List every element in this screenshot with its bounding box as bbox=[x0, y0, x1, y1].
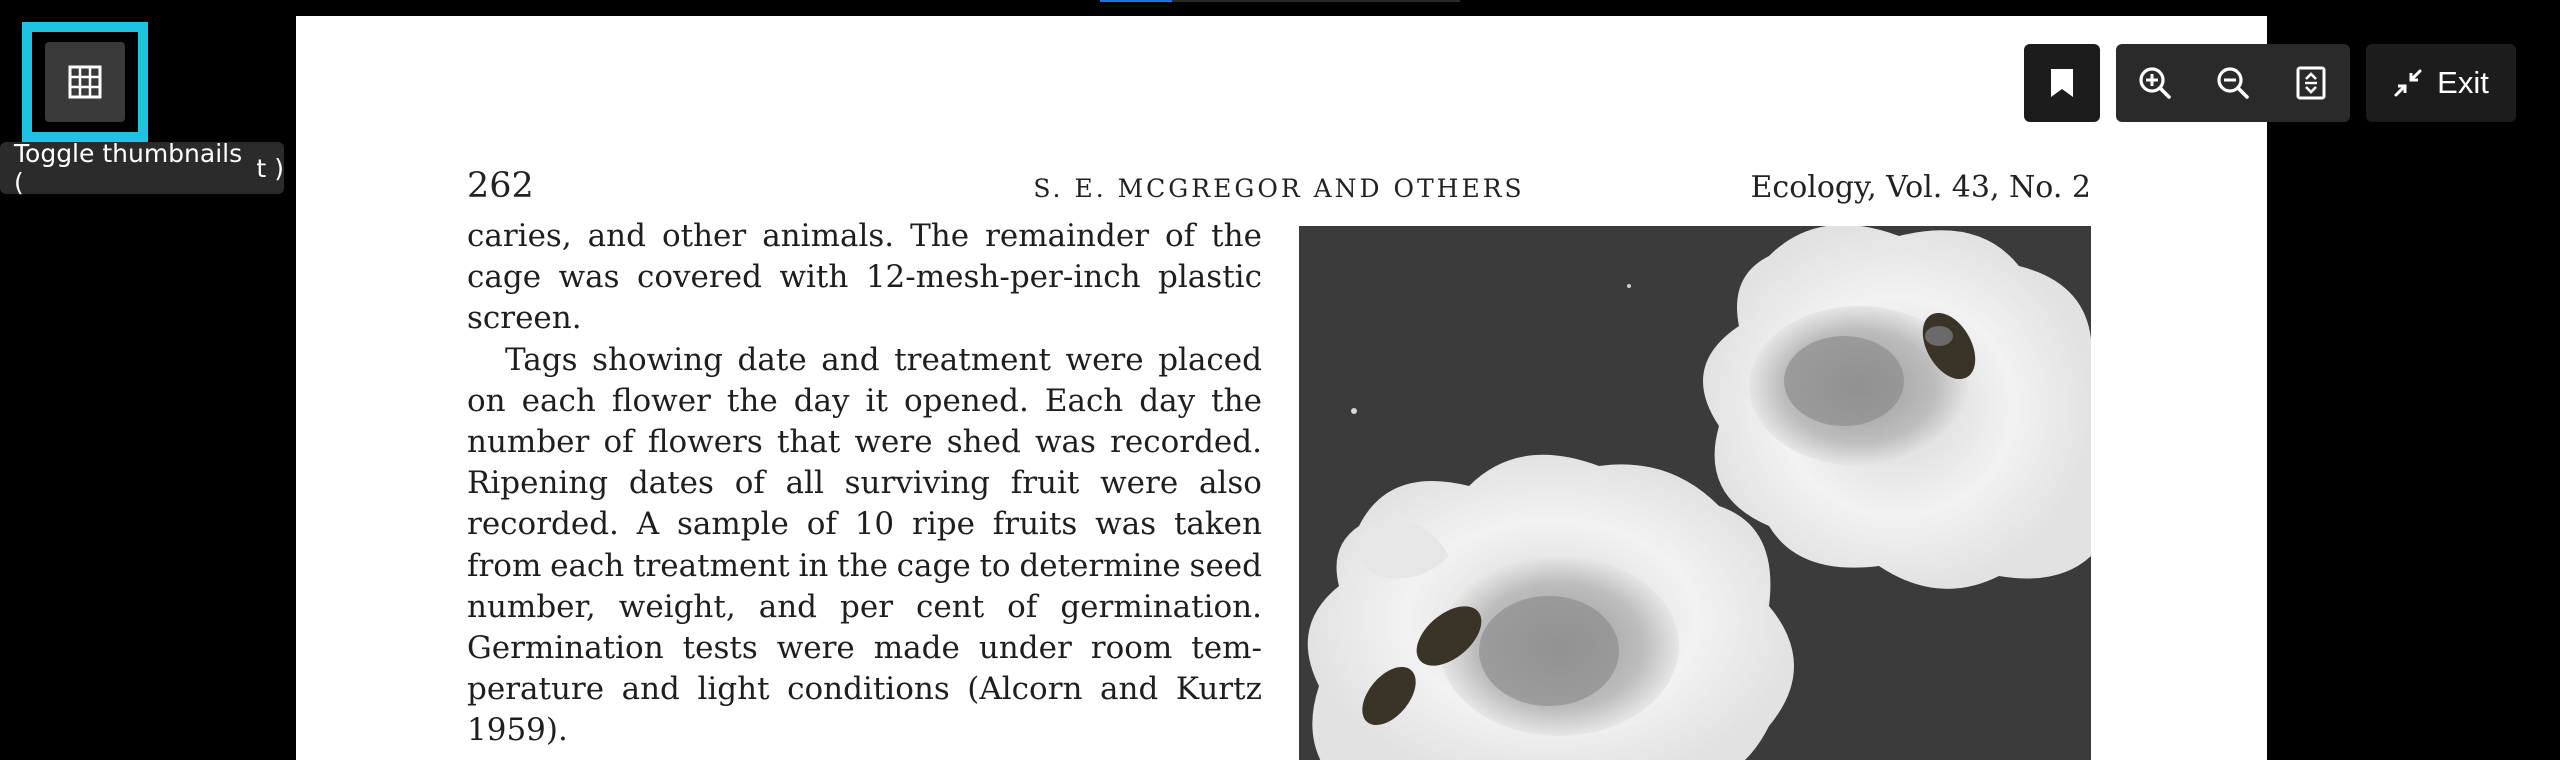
flower-photo bbox=[1299, 226, 2091, 760]
page-number: 262 bbox=[467, 166, 534, 206]
collapse-icon bbox=[2393, 68, 2423, 98]
bookmark-button[interactable] bbox=[2024, 44, 2100, 122]
exit-fullscreen-button[interactable] bbox=[2366, 44, 2516, 122]
tooltip-shortcut-key: t bbox=[256, 153, 267, 183]
text-line: Ripening dates of all surviving fruit were also bbox=[467, 465, 1262, 502]
document-page bbox=[296, 16, 2267, 760]
page-progress-bar bbox=[1100, 0, 1460, 2]
exit-label: Exit bbox=[2437, 65, 2489, 100]
tooltip-close-paren: ) bbox=[274, 153, 284, 183]
grid-icon bbox=[68, 65, 102, 99]
text-line: perature and light conditions (Alcorn and Kurtz bbox=[467, 671, 1262, 708]
text-line: screen. bbox=[467, 300, 582, 337]
text-line: number, weight, and per cent of germination. bbox=[467, 588, 1262, 625]
body-text-column bbox=[467, 216, 1262, 752]
text-line: cage was covered with 12-mesh-per-inch plastic bbox=[467, 259, 1262, 296]
bookmark-icon bbox=[2049, 67, 2075, 99]
text-line: caries, and other animals. The remainder of the bbox=[467, 218, 1262, 254]
running-head bbox=[467, 166, 2091, 216]
text-line: Tags showing date and treatment were placed bbox=[505, 341, 1262, 378]
text-line: recorded. A sample of 10 ripe fruits was taken bbox=[467, 506, 1262, 543]
text-line: number of flowers that were shed was recorded. bbox=[467, 424, 1262, 461]
text-line: Germination tests were made under room tem- bbox=[467, 630, 1262, 667]
toggle-thumbnails-tooltip bbox=[0, 139, 284, 197]
toggle-thumbnails-button[interactable] bbox=[22, 22, 148, 142]
zoom-in-icon bbox=[2138, 66, 2172, 100]
zoom-controls bbox=[2116, 44, 2350, 122]
fit-page-icon bbox=[2296, 66, 2326, 100]
zoom-in-button[interactable] bbox=[2116, 44, 2194, 122]
text-line: 1959). bbox=[467, 712, 568, 749]
page-progress-fill bbox=[1100, 0, 1172, 2]
text-line: on each flower the day it opened. Each day the bbox=[467, 382, 1262, 419]
journal-citation: Ecology, Vol. 43, No. 2 bbox=[1750, 170, 2091, 205]
tooltip-text: Toggle thumbnails ( bbox=[14, 139, 243, 197]
fit-page-button[interactable] bbox=[2272, 44, 2350, 122]
zoom-out-icon bbox=[2216, 66, 2250, 100]
text-line: from each treatment in the cage to determine seed bbox=[467, 547, 1262, 584]
zoom-out-button[interactable] bbox=[2194, 44, 2272, 122]
running-author: S. E. MCGREGOR AND OTHERS bbox=[1033, 174, 1525, 203]
